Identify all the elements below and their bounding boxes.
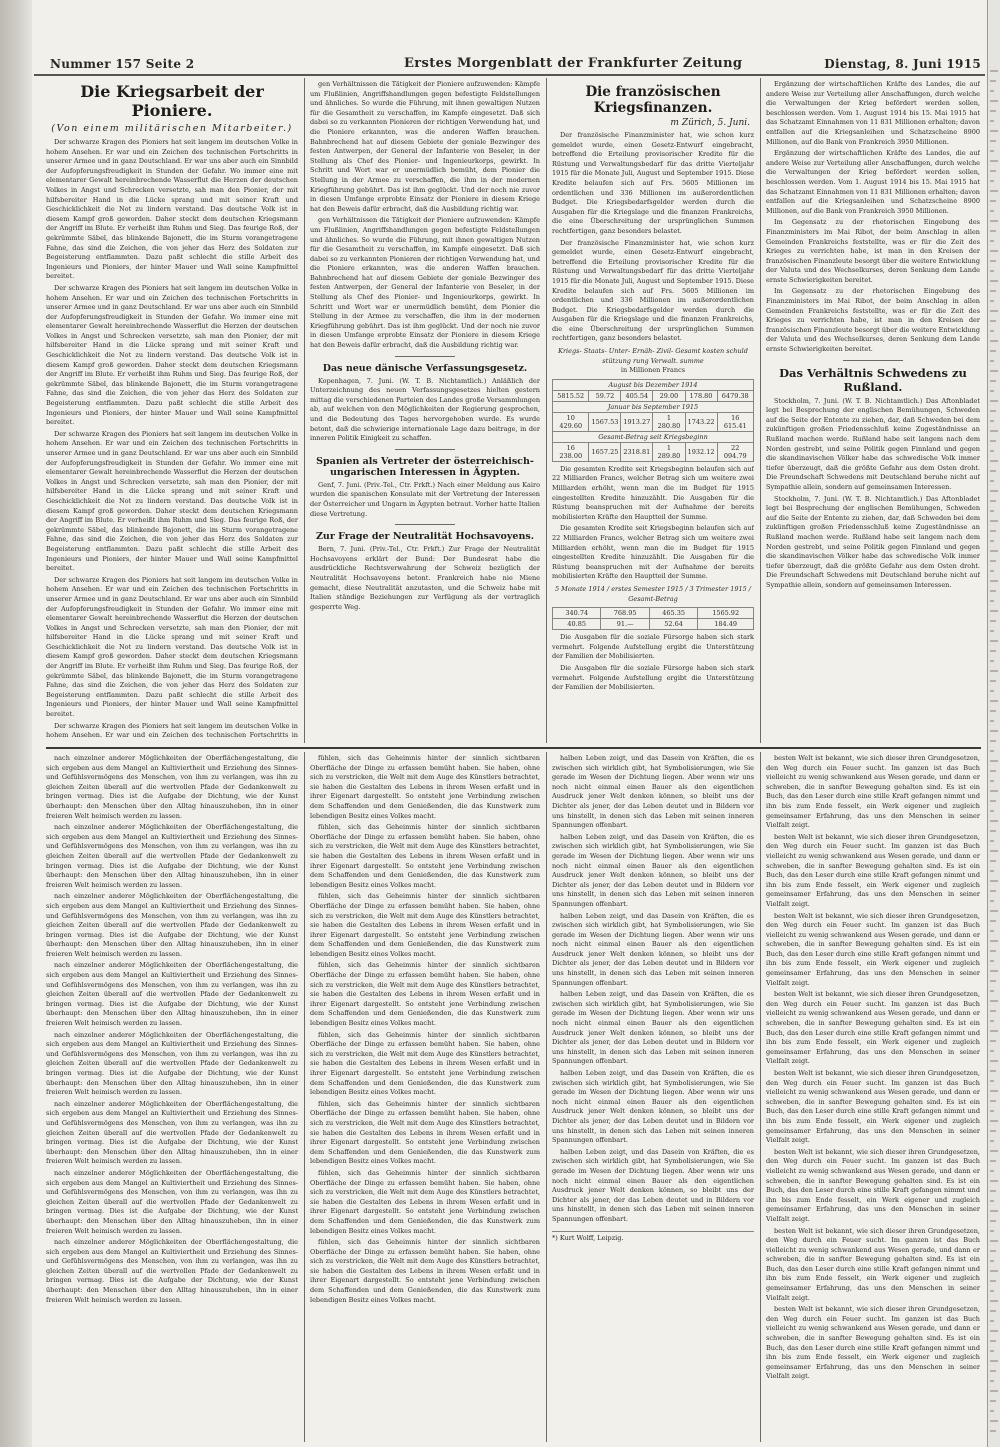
text-line-fragment (990, 420, 994, 422)
text-line-fragment (990, 640, 998, 642)
text-line-fragment (990, 350, 996, 352)
section-title-denmark: Das neue dänische Verfassungsgesetz. (322, 362, 528, 374)
column-rule (760, 78, 761, 743)
divider (395, 356, 455, 357)
text-line-fragment (990, 1410, 994, 1412)
text-line-fragment (990, 1150, 998, 1152)
text-line-fragment (990, 1300, 998, 1302)
text-line-fragment (990, 790, 998, 792)
text-line-fragment (990, 620, 996, 622)
text-line-fragment (990, 1240, 998, 1242)
table-cell: 59.72 (589, 390, 621, 401)
section-divider (46, 747, 981, 749)
table-cell: 184.49 (698, 619, 754, 630)
text-line-fragment (990, 140, 996, 142)
small-table-caption: 5 Monate 1914 / erstes Semester 1915 / 3 Trimester 1915 / Gesamt-Betrag (554, 584, 751, 603)
small-finance-table (552, 607, 754, 630)
text-line-fragment (990, 190, 998, 192)
table-cell: Januar bis September 1915 (553, 401, 754, 412)
text-line-fragment (990, 520, 998, 522)
table-row (553, 431, 754, 442)
page-binding-edge (0, 0, 32, 1447)
text-line-fragment (990, 660, 994, 662)
table-row (553, 379, 754, 390)
text-line-fragment (990, 230, 996, 232)
newspaper-page (32, 0, 987, 1447)
table-cell: 1 289.80 (653, 442, 685, 461)
table-cell: 1913.27 (621, 412, 653, 431)
table-cell: 16 238.00 (553, 442, 589, 461)
table-row (553, 619, 754, 630)
text-line-fragment (990, 340, 998, 342)
table-cell: 405.54 (621, 390, 653, 401)
text-line-fragment (990, 1010, 996, 1012)
text-line-fragment (990, 780, 994, 782)
table-row (553, 412, 754, 431)
text-line-fragment (990, 1220, 996, 1222)
text-line-fragment (990, 410, 996, 412)
text-line-fragment (990, 730, 998, 732)
text-line-fragment (990, 800, 996, 802)
table-cell: 16 615.41 (717, 412, 754, 431)
text-line-fragment (990, 900, 994, 902)
divider (843, 360, 903, 361)
text-line-fragment (990, 360, 994, 362)
finance-table (552, 379, 754, 462)
text-line-fragment (990, 380, 996, 382)
text-line-fragment (990, 890, 996, 892)
text-line-fragment (990, 160, 998, 162)
feuilleton-col-2: fühlen, sich das Geheimnis hinter der sinnlich sichtbaren Oberfläche der Dinge zu erfassen bemüht haben. Sie haben, ohne sich zu verstricken, die Welt mit dem Auge des Künstlers betrachtet, sie haben die Gestalten des Lebens in ihrem Wesen erfaßt und in ihrer Eigenart dargestellt. So entsteht jene Verbindung zwischen dem Schaffenden und dem Genießenden, die das Kunstwerk zum lebendigen Besitz eines Volkes macht. fühlen, sich das Geheimnis hinter der sinnlich sichtbaren Oberfläche der Dinge zu erfassen bemüht haben. Sie haben, ohne sich zu verstricken, die Welt mit dem Auge des Künstlers betrachtet, sie haben die Gestalten des Lebens in ihrem Wesen erfaßt und in ihrer Eigenart dargestellt. So entsteht jene Verbindung zwischen dem Schaffenden und dem Genießenden, die das Kunstwerk zum lebendigen Besitz eines Volkes macht. fühlen, sich das Geheimnis hinter der sinnlich sichtbaren Oberfläche der Dinge zu erfassen bemüht haben. Sie haben, ohne sich zu verstricken, die Welt mit dem Auge des Künstlers betrachtet, sie haben die Gestalten des Lebens in ihrem Wesen erfaßt und in ihrer Eigenart dargestellt. So entsteht jene Verbindung zwischen dem Schaffenden und dem Genießenden, die das Kunstwerk zum lebendigen Besitz eines Volkes macht. fühlen, sich das Geheimnis hinter der sinnlich sichtbaren Oberfläche der Dinge zu erfassen bemüht haben. Sie haben, ohne sich zu verstricken, die Welt mit dem Auge des Künstlers betrachtet, sie haben die Gestalten des Lebens in ihrem Wesen erfaßt und in ihrer Eigenart dargestellt. So entsteht jene Verbindung zwischen dem Schaffenden und dem Genießenden, die das Kunstwerk zum lebendigen Besitz eines Volkes macht. fühlen, sich das Geheimnis hinter der sinnlich sichtbaren Oberfläche der Dinge zu erfassen bemüht haben. Sie haben, ohne sich zu verstricken, die Welt mit dem Auge des Künstlers betrachtet, sie haben die Gestalten des Lebens in ihrem Wesen erfaßt und in ihrer Eigenart dargestellt. So entsteht jene Verbindung zwischen dem Schaffenden und dem Genießenden, die das Kunstwerk zum lebendigen Besitz eines Volkes macht. fühlen, sich das Geheimnis hinter der sinnlich sichtbaren Oberfläche der Dinge zu erfassen bemüht haben. Sie haben, ohne sich zu verstricken, die Welt mit dem Auge des Künstlers betrachtet, sie haben die Gestalten des Lebens in ihrem Wesen erfaßt und in ihrer Eigenart dargestellt. So entsteht jene Verbindung zwischen dem Schaffenden und dem Genießenden, die das Kunstwerk zum lebendigen Besitz eines Volkes macht. fühlen, sich das Geheimnis hinter der sinnlich sichtbaren Oberfläche der Dinge zu erfassen bemüht haben. Sie haben, ohne sich zu verstricken, die Welt mit dem Auge des Künstlers betrachtet, sie haben die Gestalten des Lebens in ihrem Wesen erfaßt und in ihrer Eigenart dargestellt. So entsteht jene Verbindung zwischen dem Schaffenden und dem Genießenden, die das Kunstwerk zum lebendigen Besitz eines Volkes macht. fühlen, sich das Geheimnis hinter der sinnlich sichtbaren Oberfläche der Dinge zu erfassen bemüht haben. Sie haben, ohne sich zu verstricken, die Welt mit dem Auge des Künstlers betrachtet, sie haben die Gestalten des Lebens in ihrem Wesen erfaßt und in ihrer Eigenart dargestellt. So entsteht jene Verbindung zwischen dem Schaffenden und dem Genießenden, die das Kunstwerk zum lebendigen Besitz eines Volkes macht. (310, 754, 540, 1304)
text-line-fragment (990, 960, 994, 962)
table-row (553, 442, 754, 461)
article-dateline: m Zürich, 5. Juni. (670, 118, 750, 128)
section-body-sweden: Stockholm, 7. Juni. (W. T. B. Nichtamtlich.) Das Aftonbladet legt bei Besprechung der englischen Bemühungen, Schweden auf die Seite der Entente zu ziehen, dar, daß Schweden bei dem zukünftigen großen Friedensschluß keine Zugeständnisse an Rußland machen werde. Rußland habe seit langem nach dem Norden gestrebt, und seine Politik gegen Finnland und gegen die skandinavischen Völker habe das schwedische Volk immer tiefer überzeugt, daß die größte Gefahr aus dem Osten droht. Die Freundschaft Schwedens mit Deutschland beruhe nicht auf Sympathie allein, sondern auf gemeinsamen Interessen. Stockholm, 7. Juni. (W. T. B. Nichtamtlich.) Das Aftonbladet legt bei Besprechung der englischen Bemühungen, Schweden auf die Seite der Entente zu ziehen, dar, daß Schweden bei dem zukünftigen großen Friedensschluß keine Zugeständnisse an Rußland machen werde. Rußland habe seit langem nach dem Norden gestrebt, und seine Politik gegen Finnland und gegen die skandinavischen Völker habe das schwedische Volk immer tiefer überzeugt, daß die größte Gefahr aus dem Osten droht. Die Freundschaft Schwedens mit Deutschland beruhe nicht auf Sympathie allein, sondern auf gemeinsamen Interessen. (766, 396, 980, 589)
text-line-fragment (990, 970, 998, 972)
text-line-fragment (990, 480, 994, 482)
text-line-fragment (990, 950, 996, 952)
text-line-fragment (990, 1320, 994, 1322)
text-line-fragment (990, 120, 994, 122)
table-cell: 1932.12 (685, 442, 717, 461)
article-body: Ergänzung der wirtschaftlichen Kräfte des Landes, die auf andere Weise zur Verteilung aller Anschaffungen, durch welche die Verwaltungen der Krieg befördert werden sollen, beschlossen werden. Vom 1. August 1914 bis 15. Mai 1915 hat das Schatzamt Einnahmen von 11 831 Millionen erhalten; davon entfallen auf die Kriegsanleihen und Schatzscheine 8900 Millionen, auf die Bank von Frankreich 3950 Millionen. Ergänzung der wirtschaftlichen Kräfte des Landes, die auf andere Weise zur Verteilung aller Anschaffungen, durch welche die Verwaltungen der Krieg befördert werden sollen, beschlossen werden. Vom 1. August 1914 bis 15. Mai 1915 hat das Schatzamt Einnahmen von 11 831 Millionen erhalten; davon entfallen auf die Kriegsanleihen und Schatzscheine 8900 Millionen, auf die Bank von Frankreich 3950 Millionen. Im Gegensatz zu der rhetorischen Eingebung des Finanzministers im Mai Ribot, der beim Anschlag in allen Gemeinden Frankreichs feststellte, was er für die Zeit des Krieges zu verrichten habe, ist man in den Kreisen der französischen Finanzleute besorgt über die weitere Entwicklung der Valuta und des Wechselkurses, deren Senkung dem Lande ernste Schwierigkeiten bereitet. Im Gegensatz zu der rhetorischen Eingebung des Finanzministers im Mai Ribot, der beim Anschlag in allen Gemeinden Frankreichs feststellte, was er für die Zeit des Krieges zu verrichten habe, ist man in den Kreisen der französischen Finanzleute besorgt über die weitere Entwicklung der Valuta und des Wechselkurses, deren Senkung dem Lande ernste Schwierigkeiten bereitet. (766, 80, 980, 354)
article-byline: (Von einem militärischen Mitarbeiter.) (51, 123, 293, 134)
newspaper-title: Erstes Morgenblatt der Frankfurter Zeitung (404, 56, 743, 71)
text-line-fragment (990, 550, 998, 552)
text-line-fragment (990, 670, 998, 672)
column-rule (546, 78, 547, 743)
text-line-fragment (990, 760, 998, 762)
text-line-fragment (990, 540, 994, 542)
table-row (553, 608, 754, 619)
text-line-fragment (990, 930, 994, 932)
text-line-fragment (990, 830, 996, 832)
text-line-fragment (990, 720, 994, 722)
text-line-fragment (990, 1170, 994, 1172)
section-title-savoy: Zur Frage der Neutralität Hochsavoyens. (315, 531, 535, 543)
text-line-fragment (990, 260, 996, 262)
text-line-fragment (990, 1160, 996, 1162)
table-cell: 40.85 (553, 619, 601, 630)
text-line-fragment (990, 300, 994, 302)
text-line-fragment (990, 440, 996, 442)
text-line-fragment (990, 180, 994, 182)
text-line-fragment (990, 450, 994, 452)
table-cell: 52.64 (649, 619, 697, 630)
text-line-fragment (990, 430, 998, 432)
text-line-fragment (990, 1200, 994, 1202)
text-line-fragment (990, 1260, 994, 1262)
text-line-fragment (990, 650, 996, 652)
feuilleton-col-4: besten Welt ist bekannt, wie sich dieser ihren Grundgesetzen, den Weg durch ein Feuer sucht. Im ganzen ist das Buch vielleicht zu wenig schwankend aus Wesen gerade, und dann er schweben, die in sanfter Bewegung gehalten sind. Es ist ein Buch, das den Leser durch eine stille Kraft gefangen nimmt und ihn bis zum Ende fesselt, ein Werk eigener und zugleich gemeinsamer Erfahrung, das uns den Menschen in seiner Vielfalt zeigt. besten Welt ist bekannt, wie sich dieser ihren Grundgesetzen, den Weg durch ein Feuer sucht. Im ganzen ist das Buch vielleicht zu wenig schwankend aus Wesen gerade, und dann er schweben, die in sanfter Bewegung gehalten sind. Es ist ein Buch, das den Leser durch eine stille Kraft gefangen nimmt und ihn bis zum Ende fesselt, ein Werk eigener und zugleich gemeinsamer Erfahrung, das uns den Menschen in seiner Vielfalt zeigt. besten Welt ist bekannt, wie sich dieser ihren Grundgesetzen, den Weg durch ein Feuer sucht. Im ganzen ist das Buch vielleicht zu wenig schwankend aus Wesen gerade, und dann er schweben, die in sanfter Bewegung gehalten sind. Es ist ein Buch, das den Leser durch eine stille Kraft gefangen nimmt und ihn bis zum Ende fesselt, ein Werk eigener und zugleich gemeinsamer Erfahrung, das uns den Menschen in seiner Vielfalt zeigt. besten Welt ist bekannt, wie sich dieser ihren Grundgesetzen, den Weg durch ein Feuer sucht. Im ganzen ist das Buch vielleicht zu wenig schwankend aus Wesen gerade, und dann er schweben, die in sanfter Bewegung gehalten sind. Es ist ein Buch, das den Leser durch eine stille Kraft gefangen nimmt und ihn bis zum Ende fesselt, ein Werk eigener und zugleich gemeinsamer Erfahrung, das uns den Menschen in seiner Vielfalt zeigt. besten Welt ist bekannt, wie sich dieser ihren Grundgesetzen, den Weg durch ein Feuer sucht. Im ganzen ist das Buch vielleicht zu wenig schwankend aus Wesen gerade, und dann er schweben, die in sanfter Bewegung gehalten sind. Es ist ein Buch, das den Leser durch eine stille Kraft gefangen nimmt und ihn bis zum Ende fesselt, ein Werk eigener und zugleich gemeinsamer Erfahrung, das uns den Menschen in seiner Vielfalt zeigt. besten Welt ist bekannt, wie sich dieser ihren Grundgesetzen, den Weg durch ein Feuer sucht. Im ganzen ist das Buch vielleicht zu wenig schwankend aus Wesen gerade, und dann er schweben, die in sanfter Bewegung gehalten sind. Es ist ein Buch, das den Leser durch eine stille Kraft gefangen nimmt und ihn bis zum Ende fesselt, ein Werk eigener und zugleich gemeinsamer Erfahrung, das uns den Menschen in seiner Vielfalt zeigt. besten Welt ist bekannt, wie sich dieser ihren Grundgesetzen, den Weg durch ein Feuer sucht. Im ganzen ist das Buch vielleicht zu wenig schwankend aus Wesen gerade, und dann er schweben, die in sanfter Bewegung gehalten sind. Es ist ein Buch, das den Leser durch eine stille Kraft gefangen nimmt und ihn bis zum Ende fesselt, ein Werk eigener und zugleich gemeinsamer Erfahrung, das uns den Menschen in seiner Vielfalt zeigt. besten Welt ist bekannt, wie sich dieser ihren Grundgesetzen, den Weg durch ein Feuer sucht. Im ganzen ist das Buch vielleicht zu wenig schwankend aus Wesen gerade, und dann er schweben, die in sanfter Bewegung gehalten sind. Es ist ein Buch, das den Leser durch eine stille Kraft gefangen nimmt und ihn bis zum Ende fesselt, ein Werk eigener und zugleich gemeinsamer Erfahrung, das uns den Menschen in seiner Vielfalt zeigt. (766, 754, 980, 1381)
table-row (553, 401, 754, 412)
text-line-fragment (990, 600, 994, 602)
text-line-fragment (990, 820, 998, 822)
text-line-fragment (990, 1430, 996, 1432)
text-line-fragment (990, 860, 996, 862)
text-line-fragment (990, 1350, 994, 1352)
text-line-fragment (990, 150, 994, 152)
text-line-fragment (990, 310, 998, 312)
article-body: Der schwarze Kragen des Pioniers hat seit langem im deutschen Volke in hohem Ansehen. Er war und ein Zeichen des technischen Fortschritts in unserer Armee und in ganz Deutschland. Er war uns aber auch ein Sinnbild der Aufopferungsfreudigkeit in Stunden der Gefahr. Wo immer eine mit elementarer Gewalt hereinbrechende Wasserflut die Herzen der deutschen Volkes in Angst und Schrecken versetzte, sah man den Pionier, der mit hilfsbereiter Hand in die Lücke sprang und mit seiner Kraft und Geschicklichkeit die Not zu lindern verstand. Das deutsche Volk ist in diesem Kampf groß geworden. Daher steckt dem deutschen Kriegsmann der Angriff im Blute. Er verheißt ihm Ruhm und Sieg. Das feurige Roß, der gekrümmte Säbel, das blinkende Bajonett, die im Sturm vorangetragene Fahne, das sind die Zeichen, die von jeher das Herz des Soldaten zur Begeisterung entflammten. Dazu paßt schlecht die stille Arbeit des Ingenieurs und Pioniers, der hinter Mauer und Wall seine Kampfmittel bereitet. Der schwarze Kragen des Pioniers hat seit langem im deutschen Volke in hohem Ansehen. Er war und ein Zeichen des technischen Fortschritts in unserer Armee und in ganz Deutschland. Er war uns aber auch ein Sinnbild der Aufopferungsfreudigkeit in Stunden der Gefahr. Wo immer eine mit elementarer Gewalt hereinbrechende Wasserflut die Herzen der deutschen Volkes in Angst und Schrecken versetzte, sah man den Pionier, der mit hilfsbereiter Hand in die Lücke sprang und mit seiner Kraft und Geschicklichkeit die Not zu lindern verstand. Das deutsche Volk ist in diesem Kampf groß geworden. Daher steckt dem deutschen Kriegsmann der Angriff im Blute. Er verheißt ihm Ruhm und Sieg. Das feurige Roß, der gekrümmte Säbel, das blinkende Bajonett, die im Sturm vorangetragene Fahne, das sind die Zeichen, die von jeher das Herz des Soldaten zur Begeisterung entflammten. Dazu paßt schlecht die stille Arbeit des Ingenieurs und Pioniers, der hinter Mauer und Wall seine Kampfmittel bereitet. Der schwarze Kragen des Pioniers hat seit langem im deutschen Volke in hohem Ansehen. Er war und ein Zeichen des technischen Fortschritts in unserer Armee und in ganz Deutschland. Er war uns aber auch ein Sinnbild der Aufopferungsfreudigkeit in Stunden der Gefahr. Wo immer eine mit elementarer Gewalt hereinbrechende Wasserflut die Herzen der deutschen Volkes in Angst und Schrecken versetzte, sah man den Pionier, der mit hilfsbereiter Hand in die Lücke sprang und mit seiner Kraft und Geschicklichkeit die Not zu lindern verstand. Das deutsche Volk ist in diesem Kampf groß geworden. Daher steckt dem deutschen Kriegsmann der Angriff im Blute. Er verheißt ihm Ruhm und Sieg. Das feurige Roß, der gekrümmte Säbel, das blinkende Bajonett, die im Sturm vorangetragene Fahne, das sind die Zeichen, die von jeher das Herz des Soldaten zur Begeisterung entflammten. Dazu paßt schlecht die stille Arbeit des Ingenieurs und Pioniers, der hinter Mauer und Wall seine Kampfmittel bereitet. Der schwarze Kragen des Pioniers hat seit langem im deutschen Volke in hohem Ansehen. Er war und ein Zeichen des technischen Fortschritts in unserer Armee und in ganz Deutschland. Er war uns aber auch ein Sinnbild der Aufopferungsfreudigkeit in Stunden der Gefahr. Wo immer eine mit elementarer Gewalt hereinbrechende Wasserflut die Herzen der deutschen Volkes in Angst und Schrecken versetzte, sah man den Pionier, der mit hilfsbereiter Hand in die Lücke sprang und mit seiner Kraft und Geschicklichkeit die Not zu lindern verstand. Das deutsche Volk ist in diesem Kampf groß geworden. Daher steckt dem deutschen Kriegsmann der Angriff im Blute. Er verheißt ihm Ruhm und Sieg. Das feurige Roß, der gekrümmte Säbel, das blinkende Bajonett, die im Sturm vorangetragene Fahne, das sind die Zeichen, die von jeher das Herz des Soldaten zur Begeisterung entflammten. Dazu paßt schlecht die stille Arbeit des Ingenieurs und Pioniers, der hinter Mauer und Wall seine Kampfmittel bereitet. Der schwarze Kragen des Pioniers hat seit langem im deutschen Volke in hohem Ansehen. Er war und ein Zeichen des technischen Fortschritts in (46, 138, 298, 740)
text-line-fragment (990, 1100, 996, 1102)
text-line-fragment (990, 70, 998, 72)
next-page-edge (987, 0, 1000, 1447)
text-line-fragment (990, 1050, 994, 1052)
text-line-fragment (990, 1180, 998, 1182)
text-line-fragment (990, 1400, 996, 1402)
text-line-fragment (990, 590, 996, 592)
column-rule (304, 752, 305, 1442)
article-title: Die französischen Kriegsfinanzen. (585, 84, 721, 116)
text-line-fragment (990, 210, 994, 212)
text-line-fragment (990, 90, 994, 92)
section-title-sweden: Das Verhältnis Schwedens zu Rußland. (779, 365, 967, 394)
text-line-fragment (990, 1020, 994, 1022)
text-line-fragment (990, 710, 996, 712)
text-line-fragment (990, 580, 998, 582)
table-cell: 178.80 (685, 390, 717, 401)
text-line-fragment (990, 1040, 996, 1042)
issue-number: Nummer 157 Seite 2 (50, 57, 195, 71)
section-body-spain: Genf, 7. Juni. (Priv.-Tel., Ctr. Frkft.) Nach einer Meldung aus Kairo wurden die spanischen Konsulate mit der Vertretung der Interessen der Österreicher und Ungarn in Ägypten betraut. Vorher hatte Italien diese Vertretung. (310, 480, 540, 518)
text-line-fragment (990, 1120, 998, 1122)
text-line-fragment (990, 1340, 996, 1342)
text-line-fragment (990, 920, 996, 922)
text-line-fragment (990, 810, 994, 812)
text-line-fragment (990, 510, 994, 512)
text-line-fragment (990, 1360, 998, 1362)
text-line-fragment (990, 1290, 994, 1292)
feuilleton-col-3: halben Leben zeigt, und das Dasein von Kräften, die es zwischen sich wirklich gibt, hat Symbolisierungen, wie Sie gerade im Wesen der Dichtung liegen. Aber wenn wir uns noch nicht einmal einen Bauer als den eigentlichen Ausdruck jener Welt denken können, so bleibt uns der Dichter als jener, der das Leben deutet und in Bildern vor uns hinstellt, in denen sich das Leben mit seinen inneren Spannungen offenbart. halben Leben zeigt, und das Dasein von Kräften, die es zwischen sich wirklich gibt, hat Symbolisierungen, wie Sie gerade im Wesen der Dichtung liegen. Aber wenn wir uns noch nicht einmal einen Bauer als den eigentlichen Ausdruck jener Welt denken können, so bleibt uns der Dichter als jener, der das Leben deutet und in Bildern vor uns hinstellt, in denen sich das Leben mit seinen inneren Spannungen offenbart. halben Leben zeigt, und das Dasein von Kräften, die es zwischen sich wirklich gibt, hat Symbolisierungen, wie Sie gerade im Wesen der Dichtung liegen. Aber wenn wir uns noch nicht einmal einen Bauer als den eigentlichen Ausdruck jener Welt denken können, so bleibt uns der Dichter als jener, der das Leben deutet und in Bildern vor uns hinstellt, in denen sich das Leben mit seinen inneren Spannungen offenbart. halben Leben zeigt, und das Dasein von Kräften, die es zwischen sich wirklich gibt, hat Symbolisierungen, wie Sie gerade im Wesen der Dichtung liegen. Aber wenn wir uns noch nicht einmal einen Bauer als den eigentlichen Ausdruck jener Welt denken können, so bleibt uns der Dichter als jener, der das Leben deutet und in Bildern vor uns hinstellt, in denen sich das Leben mit seinen inneren Spannungen offenbart. halben Leben zeigt, und das Dasein von Kräften, die es zwischen sich wirklich gibt, hat Symbolisierungen, wie Sie gerade im Wesen der Dichtung liegen. Aber wenn wir uns noch nicht einmal einen Bauer als den eigentlichen Ausdruck jener Welt denken können, so bleibt uns der Dichter als jener, der das Leben deutet und in Bildern vor uns hinstellt, in denen sich das Leben mit seinen inneren Spannungen offenbart. halben Leben zeigt, und das Dasein von Kräften, die es zwischen sich wirklich gibt, hat Symbolisierungen, wie Sie gerade im Wesen der Dichtung liegen. Aber wenn wir uns noch nicht einmal einen Bauer als den eigentlichen Ausdruck jener Welt denken können, so bleibt uns der Dichter als jener, der das Leben deutet und in Bildern vor uns hinstellt, in denen sich das Leben mit seinen inneren Spannungen offenbart. *) Kurt Wolff, Leipzig. (552, 754, 754, 1242)
text-line-fragment (990, 1390, 998, 1392)
column-rule (760, 752, 761, 1442)
section-body-denmark: Kopenhagen, 7. Juni. (W. T. B. Nichtamtlich.) Anläßlich der Unterzeichnung des neuen Verfassungsgesetzes hielten gestern mittag die verschiedenen Parteien des Landes große Versammlungen ab, auf welchen von den Möglichkeiten der Regierung gesprochen, und die Bedeutung des Tages hervorgehoben wurde. Es wurde betont, daß die schwierige internationale Lage dazu beitrage, in der inneren Politik Einigkeit zu schaffen. (310, 376, 540, 443)
text-line-fragment (990, 1140, 994, 1142)
text-line-fragment (990, 470, 996, 472)
text-line-fragment (990, 990, 994, 992)
text-line-fragment (990, 200, 996, 202)
text-line-fragment (990, 1210, 998, 1212)
table-cell: 768.95 (601, 608, 649, 619)
text-line-fragment (990, 1230, 994, 1232)
table-cell: 10 429.60 (553, 412, 589, 431)
table-cell: Gesamt-Betrag seit Kriegsbeginn (553, 431, 754, 442)
section-body-savoy: Bern, 7. Juni. (Priv.-Tel., Ctr. Frkft.) Zur Frage der Neutralität Hochsavoyens erklärt der Bund: Der Bundesrat habe die ausdrückliche Rechtsverwahrung der Schweiz bezüglich der Neutralität Hochsavoyens betont. Frankreich habe nie Miene gemacht, diese Neutralität anzutasten, und die Schweiz habe mit Italien ständige Beziehungen zur Verfügung als der vertraglich gesperrte Weg. (310, 545, 540, 611)
text-line-fragment (990, 370, 998, 372)
text-line-fragment (990, 1310, 996, 1312)
text-line-fragment (990, 840, 994, 842)
text-line-fragment (990, 940, 998, 942)
text-line-fragment (990, 1330, 998, 1332)
section-title-spain: Spanien als Vertreter der österreichisch-ungarischen Interessen in Ägypten. (316, 455, 534, 478)
text-line-fragment (990, 110, 996, 112)
text-line-fragment (990, 1070, 996, 1072)
text-line-fragment (990, 560, 996, 562)
text-line-fragment (990, 690, 994, 692)
text-line-fragment (990, 390, 994, 392)
article-body-3: Die Ausgaben für die soziale Fürsorge haben sich stark vermehrt. Folgende Aufstellung ergibt die Unterstützung der Familien der Mobilisierten. Die Ausgaben für die soziale Fürsorge haben sich stark vermehrt. Folgende Aufstellung ergibt die Unterstützung der Familien der Mobilisierten. (552, 633, 754, 692)
text-line-fragment (990, 680, 996, 682)
table-cell: August bis Dezember 1914 (553, 379, 754, 390)
text-line-fragment (990, 400, 998, 402)
text-line-fragment (990, 630, 994, 632)
column-rule (304, 78, 305, 743)
article-title: Die Kriegsarbeit der Pioniere. (80, 82, 264, 120)
table-cell: 1 280.80 (653, 412, 685, 431)
table-cell: 1657.25 (589, 442, 621, 461)
issue-date: Dienstag, 8. Juni 1915 (824, 57, 981, 71)
footnote: *) Kurt Wolff, Leipzig. (552, 1231, 754, 1242)
article-column-four (766, 80, 980, 742)
text-line-fragment (990, 240, 994, 242)
text-line-fragment (990, 100, 998, 102)
text-line-fragment (990, 1280, 996, 1282)
text-line-fragment (990, 770, 996, 772)
text-line-fragment (990, 1380, 994, 1382)
text-line-fragment (990, 850, 998, 852)
text-line-fragment (990, 280, 998, 282)
article-body: Der französische Finanzminister hat, wie schon kurz gemeldet wurde, einen Gesetz-Entwurf eingebracht, betreffend die Erteilung provisorischer Kredite für die Rüstung und Verwaltungsbedarf für das dritte Vierteljahr 1915 für die Monate Juli, August und September 1915. Diese Kredite belaufen sich auf Frs. 5605 Millionen im ordentlichen und 336 Millionen im außerordentlichen Budget. Die Kriegsbedarfsgelder werden durch die Ausgaben für die Kriegslage und die finanzen Frankreichs, die eine Überschreitung der ursprünglichen Summen rechtfertigen, ganz besonders belastet. Der französische Finanzminister hat, wie schon kurz gemeldet wurde, einen Gesetz-Entwurf eingebracht, betreffend die Erteilung provisorischer Kredite für die Rüstung und Verwaltungsbedarf für das dritte Vierteljahr 1915 für die Monate Juli, August und September 1915. Diese Kredite belaufen sich auf Frs. 5605 Millionen im ordentlichen und 336 Millionen im außerordentlichen Budget. Die Kriegsbedarfsgelder werden durch die Ausgaben für die Kriegslage und die finanzen Frankreichs, die eine Überschreitung der ursprünglichen Summen rechtfertigen, ganz besonders belastet. (552, 131, 754, 343)
text-line-fragment (990, 500, 996, 502)
text-line-fragment (990, 1030, 998, 1032)
text-line-fragment (990, 740, 996, 742)
table-cell: 5815.52 (553, 390, 589, 401)
text-line-fragment (990, 1420, 998, 1422)
column-rule (546, 752, 547, 1442)
table-cell: 1567.53 (589, 412, 621, 431)
table-cell: 2318.81 (621, 442, 653, 461)
table-caption: Kriegs- Staats- Unter- Ernäh- Zivil- Gesamt kosten schuld stützung rung Verwalt. summe (558, 347, 748, 365)
text-line-fragment (990, 320, 996, 322)
table-cell: 465.35 (649, 608, 697, 619)
text-line-fragment (990, 270, 994, 272)
text-line-fragment (990, 1110, 994, 1112)
article-body: gen Verhältnissen die Tätigkeit der Pioniere aufzuwenden: Kämpfe um Flußlinien, Angriffshandlungen gegen befestigte Feldstellungen und ähnliches. So wurde die Führung, mit ihnen gewaltigen Nutzen für die Gesamtheit zu verschaffen, im Kampfe eingesetzt. Daß sich dabei so zu verkannten Pionieren der richtigen Verwendung hat, und die Pioniere erkannten, was die anderen Waffen brauchen. Bahnbrechend hat auf diesem Gebiete der geniale Bezwinger des festen Antwerpen, der General der Infanterie von Beseler, in der Stellung als Chef des Pionier- und Ingenieurkorps, gewirkt. In Schritt und Wort war er unermüdlich bemüht, dem Pionier die Stellung in der Armee zu verschaffen, die ihm in der modernen Kriegführung gebührt. Das ist ihm geglückt. Und der noch nie zuvor in diesen Umfange erprobte Einsatz der Pioniere in diesem Kriege hat den Beweis dafür erbracht, daß die Ausbildung richtig war. gen Verhältnissen die Tätigkeit der Pioniere aufzuwenden: Kämpfe um Flußlinien, Angriffshandlungen gegen befestigte Feldstellungen und ähnliches. So wurde die Führung, mit ihnen gewaltigen Nutzen für die Gesamtheit zu verschaffen, im Kampfe eingesetzt. Daß sich dabei so zu verkannten Pionieren der richtigen Verwendung hat, und die Pioniere erkannten, was die anderen Waffen brauchen. Bahnbrechend hat auf diesem Gebiete der geniale Bezwinger des festen Antwerpen, der General der Infanterie von Beseler, in der Stellung als Chef des Pionier- und Ingenieurkorps, gewirkt. In Schritt und Wort war er unermüdlich bemüht, dem Pionier die Stellung in der Armee zu verschaffen, die ihm in der modernen Kriegführung gebührt. Das ist ihm geglückt. Und der noch nie zuvor in diesen Umfange erprobte Einsatz der Pioniere in diesem Kriege hat den Beweis dafür erbracht, daß die Ausbildung richtig war. (310, 80, 540, 350)
text-line-fragment (990, 1250, 996, 1252)
text-line-fragment (990, 330, 994, 332)
article-pioneers (46, 80, 298, 742)
table-cell: 91.— (601, 619, 649, 630)
text-line-fragment (990, 1080, 994, 1082)
table-cell: 29.00 (653, 390, 685, 401)
text-line-fragment (990, 1190, 996, 1192)
text-line-fragment (990, 980, 996, 982)
article-french-finances (552, 80, 754, 742)
table-cell: 1565.92 (698, 608, 754, 619)
text-line-fragment (990, 490, 998, 492)
text-line-fragment (990, 570, 994, 572)
table-cell: 6479.38 (717, 390, 754, 401)
divider (395, 449, 455, 450)
text-line-fragment (990, 170, 996, 172)
text-line-fragment (990, 1130, 996, 1132)
text-line-fragment (990, 880, 998, 882)
text-line-fragment (990, 870, 994, 872)
article-body-2: Die gesamten Kredite seit Kriegsbeginn belaufen sich auf 22 Milliarden Francs, welcher Betrag sich um weitere zwei Milliarden erhöht, wenn man die im Budget für 1915 eingestellten Kredite hinzuzählt. Die Ausgaben für die Rüstung beanspruchen mit der Aufnahme der bereits mobilisierten Kräfte den Hauptteil der Summe. Die gesamten Kredite seit Kriegsbeginn belaufen sich auf 22 Milliarden Francs, welcher Betrag sich um weitere zwei Milliarden erhöht, wenn man die im Budget für 1915 eingestellten Kredite hinzuzählt. Die Ausgaben für die Rüstung beanspruchen mit der Aufnahme der bereits mobilisierten Kräfte den Hauptteil der Summe. (552, 464, 754, 581)
text-line-fragment (990, 610, 998, 612)
table-cell: 1743.22 (685, 412, 717, 431)
text-line-fragment (990, 750, 994, 752)
table-cell: 22 094.79 (717, 442, 754, 461)
text-line-fragment (990, 910, 998, 912)
divider (395, 524, 455, 525)
text-line-fragment (990, 290, 996, 292)
masthead (34, 52, 985, 76)
feuilleton-col-1: nach einzelner anderer Möglichkeiten der Oberflächengestaltung, die sich ergeben aus dem Mangel an Kultiviertheit und Erziehung des Sinnes- und Gefühlsvermögens des Menschen, von ihm zu verlangen, was ihn zu gleichen Zeiten überall auf die wertvollen Pfade der Gedankenwelt zu bringen vermag. Dies ist die Aufgabe der Dichtung, wie der Kunst überhaupt: den Menschen über den Alltag hinauszuheben, ihn in einer freieren Welt heimisch werden zu lassen. nach einzelner anderer Möglichkeiten der Oberflächengestaltung, die sich ergeben aus dem Mangel an Kultiviertheit und Erziehung des Sinnes- und Gefühlsvermögens des Menschen, von ihm zu verlangen, was ihn zu gleichen Zeiten überall auf die wertvollen Pfade der Gedankenwelt zu bringen vermag. Dies ist die Aufgabe der Dichtung, wie der Kunst überhaupt: den Menschen über den Alltag hinauszuheben, ihn in einer freieren Welt heimisch werden zu lassen. nach einzelner anderer Möglichkeiten der Oberflächengestaltung, die sich ergeben aus dem Mangel an Kultiviertheit und Erziehung des Sinnes- und Gefühlsvermögens des Menschen, von ihm zu verlangen, was ihn zu gleichen Zeiten überall auf die wertvollen Pfade der Gedankenwelt zu bringen vermag. Dies ist die Aufgabe der Dichtung, wie der Kunst überhaupt: den Menschen über den Alltag hinauszuheben, ihn in einer freieren Welt heimisch werden zu lassen. nach einzelner anderer Möglichkeiten der Oberflächengestaltung, die sich ergeben aus dem Mangel an Kultiviertheit und Erziehung des Sinnes- und Gefühlsvermögens des Menschen, von ihm zu verlangen, was ihn zu gleichen Zeiten überall auf die wertvollen Pfade der Gedankenwelt zu bringen vermag. Dies ist die Aufgabe der Dichtung, wie der Kunst überhaupt: den Menschen über den Alltag hinauszuheben, ihn in einer freieren Welt heimisch werden zu lassen. nach einzelner anderer Möglichkeiten der Oberflächengestaltung, die sich ergeben aus dem Mangel an Kultiviertheit und Erziehung des Sinnes- und Gefühlsvermögens des Menschen, von ihm zu verlangen, was ihn zu gleichen Zeiten überall auf die wertvollen Pfade der Gedankenwelt zu bringen vermag. Dies ist die Aufgabe der Dichtung, wie der Kunst überhaupt: den Menschen über den Alltag hinauszuheben, ihn in einer freieren Welt heimisch werden zu lassen. nach einzelner anderer Möglichkeiten der Oberflächengestaltung, die sich ergeben aus dem Mangel an Kultiviertheit und Erziehung des Sinnes- und Gefühlsvermögens des Menschen, von ihm zu verlangen, was ihn zu gleichen Zeiten überall auf die wertvollen Pfade der Gedankenwelt zu bringen vermag. Dies ist die Aufgabe der Dichtung, wie der Kunst überhaupt: den Menschen über den Alltag hinauszuheben, ihn in einer freieren Welt heimisch werden zu lassen. nach einzelner anderer Möglichkeiten der Oberflächengestaltung, die sich ergeben aus dem Mangel an Kultiviertheit und Erziehung des Sinnes- und Gefühlsvermögens des Menschen, von ihm zu verlangen, was ihn zu gleichen Zeiten überall auf die wertvollen Pfade der Gedankenwelt zu bringen vermag. Dies ist die Aufgabe der Dichtung, wie der Kunst überhaupt: den Menschen über den Alltag hinauszuheben, ihn in einer freieren Welt heimisch werden zu lassen. nach einzelner anderer Möglichkeiten der Oberflächengestaltung, die sich ergeben aus dem Mangel an Kultiviertheit und Erziehung des Sinnes- und Gefühlsvermögens des Menschen, von ihm zu verlangen, was ihn zu gleichen Zeiten überall auf die wertvollen Pfade der Gedankenwelt zu bringen vermag. Dies ist die Aufgabe der Dichtung, wie der Kunst überhaupt: den Menschen über den Alltag hinauszuheben, ihn in einer freieren Welt heimisch werden zu lassen. (46, 754, 298, 1304)
text-line-fragment (990, 460, 998, 462)
text-line-fragment (990, 130, 998, 132)
text-line-fragment (990, 700, 998, 702)
table-unit: in Millionen Francs (620, 366, 686, 375)
text-line-fragment (990, 220, 998, 222)
article-continuation (310, 80, 540, 742)
text-line-fragment (990, 80, 996, 82)
text-line-fragment (990, 1060, 998, 1062)
text-line-fragment (990, 1000, 998, 1002)
text-line-fragment (990, 1370, 996, 1372)
text-line-fragment (990, 250, 998, 252)
table-cell: 340.74 (553, 608, 601, 619)
table-row (553, 390, 754, 401)
text-line-fragment (990, 1270, 998, 1272)
text-line-fragment (990, 530, 996, 532)
text-line-fragment (990, 1090, 998, 1092)
